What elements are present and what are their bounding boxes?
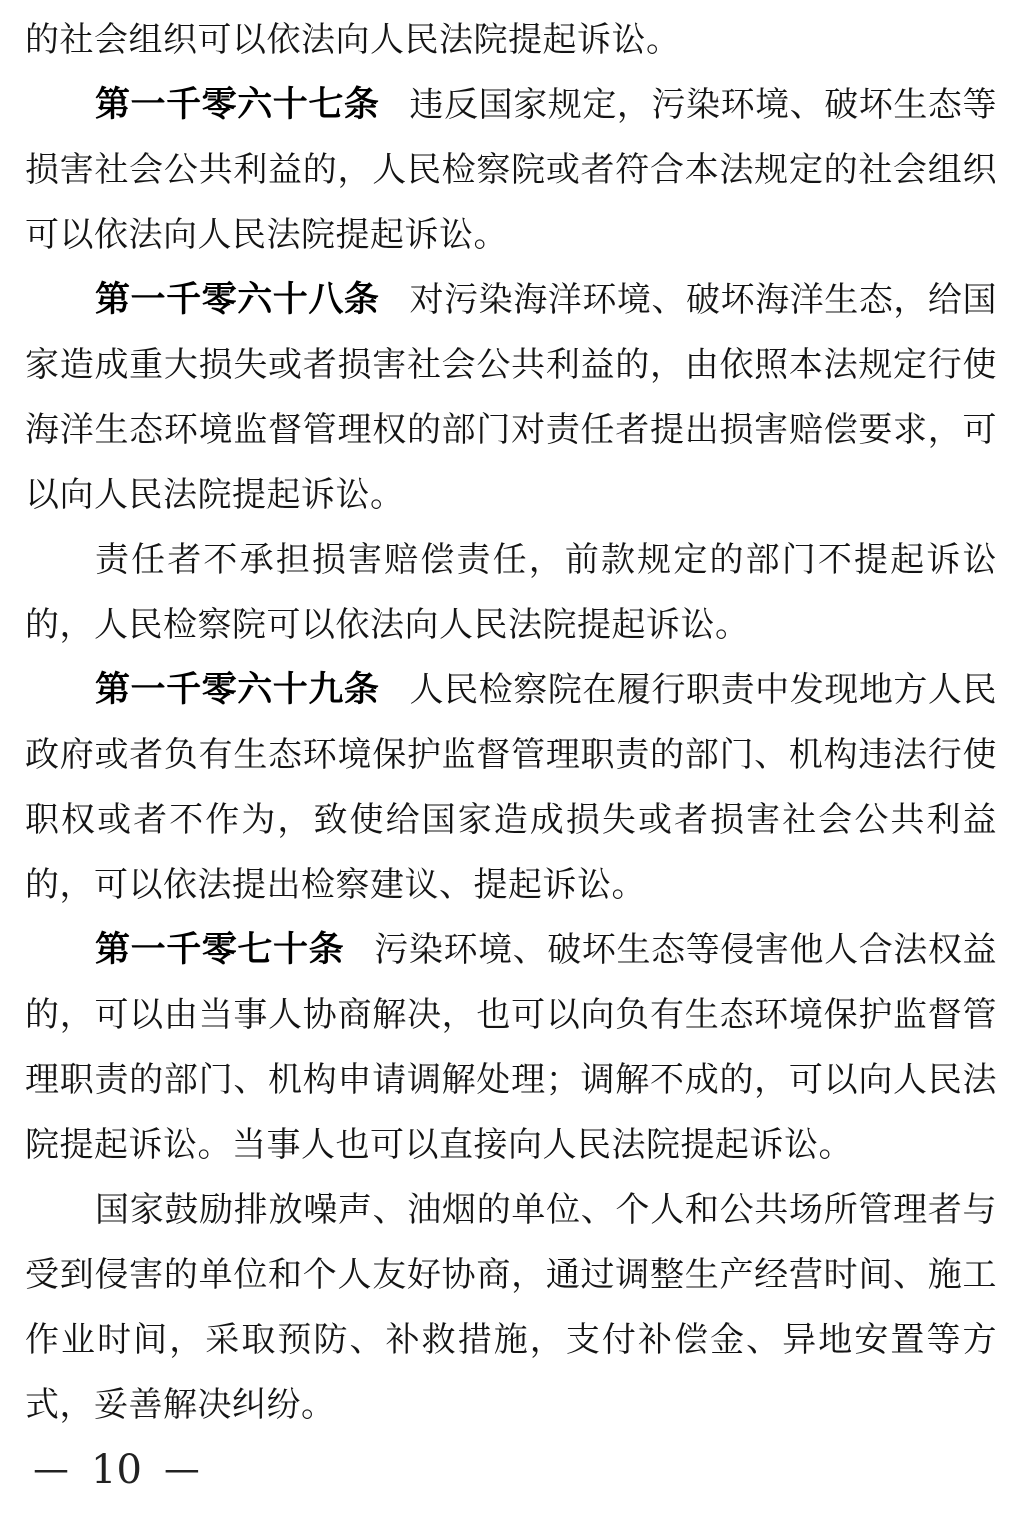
- text-line: [25, 8, 997, 73]
- line-text: 的社会组织可以依法向人民法院提起诉讼。: [25, 20, 681, 60]
- line-text: 国家鼓励排放噪声、油烟的单位、个人和公共场所管理者与: [95, 1190, 997, 1230]
- line-text: 受到侵害的单位和个人友好协商，通过调整生产经营时间、施工: [25, 1255, 997, 1295]
- text-line: [25, 593, 997, 658]
- line-text: 对污染海洋环境、破坏海洋生态，给国: [409, 280, 997, 320]
- document-body: [25, 8, 997, 1438]
- article-1068: [25, 268, 997, 528]
- article-1067: [25, 73, 997, 268]
- text-line: [25, 398, 997, 463]
- article-1070-para-2: [25, 1178, 997, 1438]
- line-text: 以向人民法院提起诉讼。: [25, 475, 405, 515]
- line-text: 院提起诉讼。当事人也可以直接向人民法院提起诉讼。: [25, 1125, 853, 1165]
- line-text: 海洋生态环境监督管理权的部门对责任者提出损害赔偿要求，可: [25, 410, 997, 450]
- line-text: 可以依法向人民法院提起诉讼。: [25, 215, 508, 255]
- page-number: 10: [91, 1447, 142, 1493]
- text-line: [25, 853, 997, 918]
- article-number: 第一千零六十九条: [95, 670, 380, 710]
- text-line: [25, 463, 997, 528]
- line-text: 污染环境、破坏生态等侵害他人合法权益: [374, 930, 997, 970]
- article-number: 第一千零六十八条: [95, 280, 380, 320]
- article-number: 第一千零六十七条: [95, 85, 380, 125]
- article-1068-para-2: [25, 528, 997, 658]
- line-text: 家造成重大损失或者损害社会公共利益的，由依照本法规定行使: [25, 345, 997, 385]
- line-text: 的，可以由当事人协商解决，也可以向负有生态环境保护监督管: [25, 995, 997, 1035]
- line-text: 人民检察院在履行职责中发现地方人民: [409, 670, 997, 710]
- line-text: 式，妥善解决纠纷。: [25, 1385, 336, 1425]
- article-first-line: [25, 73, 997, 138]
- line-text: 的，可以依法提出检察建议、提起诉讼。: [25, 865, 646, 905]
- article-first-line: [25, 918, 997, 983]
- line-text: 理职责的部门、机构申请调解处理；调解不成的，可以向人民法: [25, 1060, 997, 1100]
- article-1070: [25, 918, 997, 1178]
- text-line: [25, 1243, 997, 1308]
- text-line: [25, 983, 997, 1048]
- text-line: [25, 1373, 997, 1438]
- text-line: [25, 203, 997, 268]
- line-text: 的，人民检察院可以依法向人民法院提起诉讼。: [25, 605, 750, 645]
- footer-right-dash: —: [163, 1449, 200, 1490]
- text-line: [25, 1113, 997, 1178]
- footer-left-dash: —: [33, 1449, 69, 1490]
- line-text: 损害社会公共利益的，人民检察院或者符合本法规定的社会组织: [25, 150, 997, 190]
- text-line: [25, 1048, 997, 1113]
- para-continuation: [25, 8, 997, 73]
- text-line: [25, 723, 997, 788]
- article-1069: [25, 658, 997, 918]
- text-line: [25, 1178, 997, 1243]
- text-line: [25, 138, 997, 203]
- line-text: 责任者不承担损害赔偿责任，前款规定的部门不提起诉讼: [95, 540, 997, 580]
- line-text: 违反国家规定，污染环境、破坏生态等: [409, 85, 997, 125]
- page-footer: [33, 1446, 200, 1494]
- line-text: 政府或者负有生态环境保护监督管理职责的部门、机构违法行使: [25, 735, 997, 775]
- article-first-line: [25, 268, 997, 333]
- text-line: [25, 528, 997, 593]
- text-line: [25, 1308, 997, 1373]
- line-text: 职权或者不作为，致使给国家造成损失或者损害社会公共利益: [25, 800, 997, 840]
- text-line: [25, 788, 997, 853]
- text-line: [25, 333, 997, 398]
- article-first-line: [25, 658, 997, 723]
- line-text: 作业时间，采取预防、补救措施，支付补偿金、异地安置等方: [25, 1320, 997, 1360]
- article-number: 第一千零七十条: [95, 930, 345, 970]
